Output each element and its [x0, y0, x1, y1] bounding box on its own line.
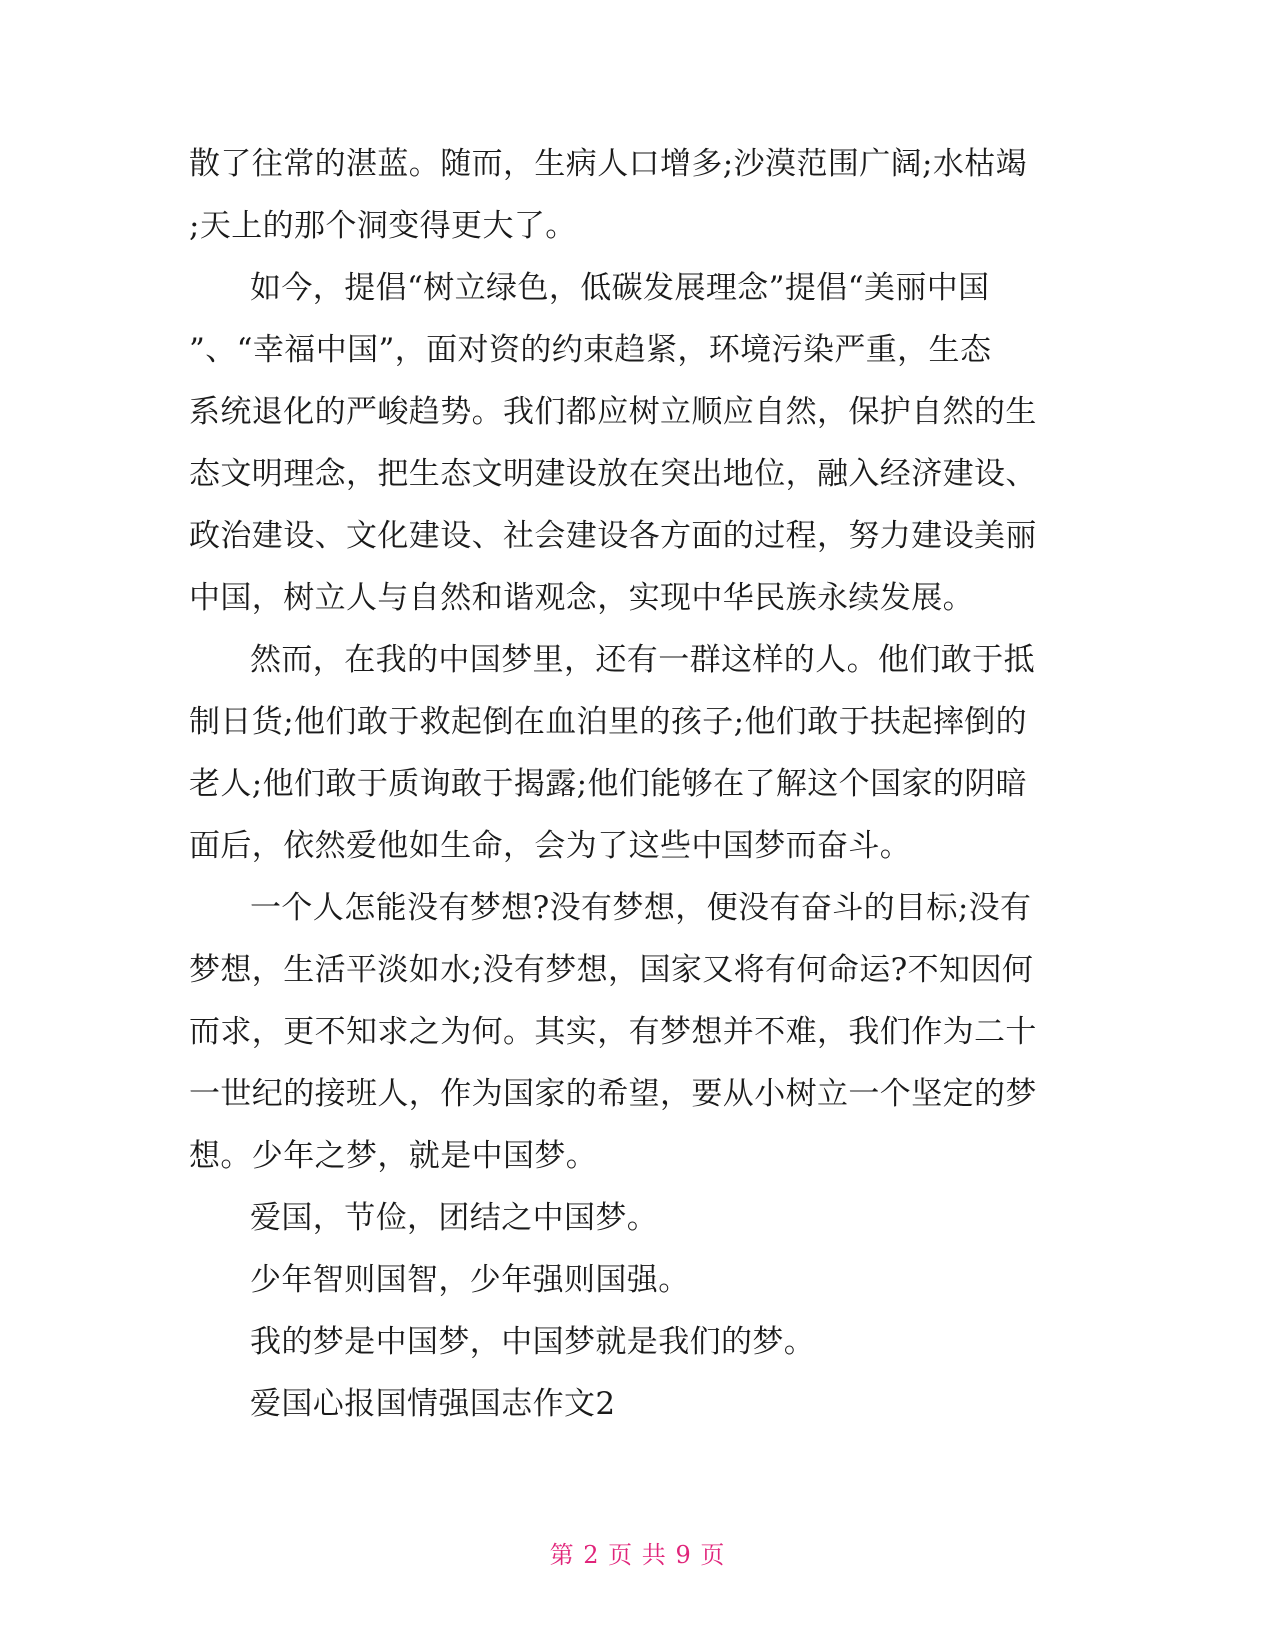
- paragraph-first-line: 我的梦是中国梦，中国梦就是我们的梦。: [250, 1324, 816, 1360]
- paragraph-line: ”、“幸福中国”，面对资的约束趋紧，环境污染严重，生态: [189, 332, 992, 368]
- paragraph-line: 散了往常的湛蓝。随而，生病人口增多;沙漠范围广阔;水枯竭: [189, 146, 1028, 182]
- paragraph-line: 梦想，生活平淡如水;没有梦想，国家又将有何命运?不知因何: [189, 952, 1034, 988]
- paragraph-line: 制日货;他们敢于救起倒在血泊里的孩子;他们敢于扶起摔倒的: [189, 704, 1028, 740]
- paragraph-first-line: 如今，提倡“树立绿色，低碳发展理念”提倡“美丽中国: [250, 270, 990, 306]
- paragraph-line: 中国，树立人与自然和谐观念，实现中华民族永续发展。: [189, 580, 974, 616]
- page-number-footer: 第 2 页 共 9 页: [549, 1541, 726, 1569]
- paragraph-line: ;天上的那个洞变得更大了。: [189, 208, 577, 244]
- paragraph-line: 系统退化的严峻趋势。我们都应树立顺应自然，保护自然的生: [189, 394, 1037, 430]
- paragraph-first-line: 爱国，节俭，团结之中国梦。: [250, 1200, 659, 1236]
- paragraph-first-line: 然而，在我的中国梦里，还有一群这样的人。他们敢于抵: [250, 642, 1035, 678]
- paragraph-line: 政治建设、文化建设、社会建设各方面的过程，努力建设美丽: [189, 518, 1037, 554]
- paragraph-line: 态文明理念，把生态文明建设放在突出地位，融入经济建设、: [189, 456, 1037, 492]
- paragraph-first-line: 一个人怎能没有梦想?没有梦想，便没有奋斗的目标;没有: [250, 890, 1032, 926]
- paragraph-line: 想。少年之梦，就是中国梦。: [189, 1138, 598, 1174]
- section-heading: 爱国心报国情强国志作文2: [250, 1386, 616, 1422]
- paragraph-line: 而求，更不知求之为何。其实，有梦想并不难，我们作为二十: [189, 1014, 1037, 1050]
- paragraph-line: 一世纪的接班人，作为国家的希望，要从小树立一个坚定的梦: [189, 1076, 1037, 1112]
- paragraph-line: 面后，依然爱他如生命，会为了这些中国梦而奋斗。: [189, 828, 912, 864]
- paragraph-line: 老人;他们敢于质询敢于揭露;他们能够在了解这个国家的阴暗: [189, 766, 1028, 802]
- paragraph-first-line: 少年智则国智，少年强则国强。: [250, 1262, 690, 1298]
